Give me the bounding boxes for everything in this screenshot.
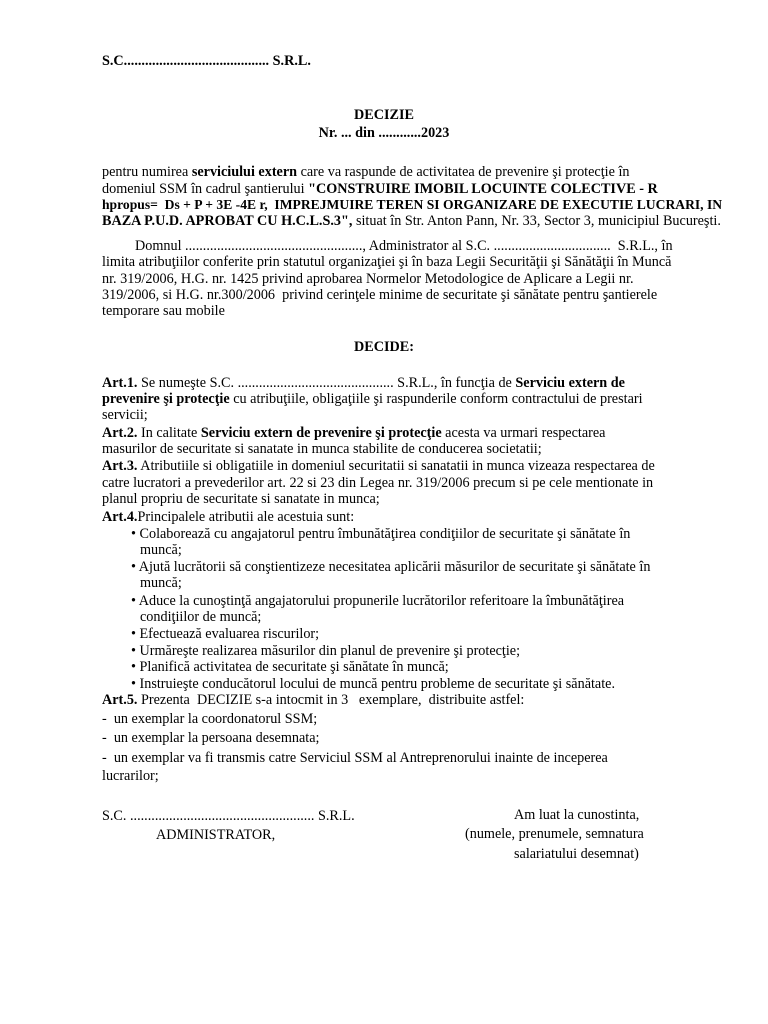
art5-item: - un exemplar la coordonatorul SSM; <box>102 711 318 727</box>
para2-line-3: nr. 319/2006, H.G. nr. 1425 privind aprobarea Normelor Metodologice de Aplicare a Legii nr. <box>102 271 634 287</box>
art4-bullet-line: • Colaborează cu angajatorul pentru îmbunătăţirea condiţiilor de securitate şi sănătate în <box>131 526 631 542</box>
art5-item: - un exemplar la persoana desemnata; <box>102 730 320 746</box>
art-bold: prevenire şi protecţie <box>102 391 230 407</box>
intro-text: situat în Str. Anton Pann, Nr. 33, Sector 3, municipiul Bucureşti. <box>352 213 721 229</box>
art-text: cu atribuţiile, obligaţiile şi raspunderile conform contractului de prestari <box>229 391 643 407</box>
art-text: Prezenta DECIZIE s-a intocmit in 3 exemplare, distribuite astfel: <box>137 692 525 708</box>
signature-administrator: ADMINISTRATOR, <box>156 827 276 843</box>
art-bold: Serviciu extern de <box>515 375 625 391</box>
art4-bullet-line: • Efectuează evaluarea riscurilor; <box>131 626 320 642</box>
para2-line-2: limita atribuţiilor conferite prin statutul organizaţiei şi în baza Legii Securităţii şi Sănătăţii în Muncă <box>102 254 672 270</box>
art-label: Art.3. <box>102 458 138 474</box>
intro-line-1 <box>102 164 629 180</box>
art3-line-1 <box>102 458 655 474</box>
art-bold: Serviciu extern de prevenire şi protecţie <box>200 425 442 441</box>
art-text: Principalele atributii ale acestuia sunt: <box>137 509 355 525</box>
ack-line-3: salariatului desemnat) <box>514 846 639 862</box>
art1-line-2 <box>102 391 643 407</box>
art-text: Se numeşte S.C. ............................................ S.R.L., în funcţia de <box>137 375 516 391</box>
art-text: Atributiile si obligatiile in domeniul securitatii si sanatatii in munca vizeaza respectarea de <box>137 458 655 474</box>
art1-line-3: servicii; <box>102 407 148 423</box>
intro-line-3: hpropus= Ds + P + 3E -4E r, IMPREJMUIRE TEREN SI ORGANIZARE DE EXECUTIE LUCRARI, IN <box>102 197 723 212</box>
art4-bullet-line: muncă; <box>140 542 182 558</box>
art5-line-1 <box>102 692 524 708</box>
intro-line-2 <box>102 181 658 197</box>
art1-line-1 <box>102 375 625 391</box>
art4-bullet-line: condiţiilor de muncă; <box>140 609 262 625</box>
intro-line-4 <box>102 213 721 229</box>
ack-line-1: Am luat la cunostinta, <box>514 807 640 823</box>
art4-bullet-line: • Planifică activitatea de securitate şi sănătate în muncă; <box>131 659 449 675</box>
para2-line-1: Domnul .................................................., Administrator al S.C. ................................. S.R.L., în <box>135 238 673 254</box>
art3-line-3: planul propriu de securitate si sanatate in munca; <box>102 491 380 507</box>
document-number: Nr. ... din ............2023 <box>318 125 450 141</box>
decide-heading: DECIDE: <box>354 339 414 355</box>
intro-bold: BAZA P.U.D. APROBAT CU H.C.L.S.3", <box>102 213 353 229</box>
intro-text: domeniul SSM în cadrul şantierului <box>102 181 309 197</box>
art4-line-1 <box>102 509 354 525</box>
art4-bullet-line: • Urmăreşte realizarea măsurilor din planul de prevenire şi protecţie; <box>131 643 521 659</box>
intro-bold: "CONSTRUIRE IMOBIL LOCUINTE COLECTIVE - R <box>308 181 658 197</box>
art-label: Art.5. <box>102 692 138 708</box>
art-label: Art.4. <box>102 509 138 525</box>
intro-text: care va raspunde de activitatea de prevenire şi protecţie în <box>297 164 630 180</box>
art2-line-1 <box>102 425 605 441</box>
art-label: Art.1. <box>102 375 138 391</box>
document-title: DECIZIE <box>354 107 414 123</box>
art4-bullet-line: • Ajută lucrătorii să conştientizeze necesitatea aplicării măsurilor de securitate şi sănătate în <box>131 559 651 575</box>
para2-line-4: 319/2006, si H.G. nr.300/2006 privind cerinţele minime de securitate şi sănătate pentru şantierele <box>102 287 658 303</box>
art5-item: lucrarilor; <box>102 768 159 784</box>
art4-bullet-line: • Instruieşte conducătorul locului de muncă pentru probleme de securitate şi sănătate. <box>131 676 616 692</box>
art3-line-2: catre lucratori a prevederilor art. 22 si 23 din Legea nr. 319/2006 precum si pe cele mentionate in <box>102 475 654 491</box>
art5-item: - un exemplar va fi transmis catre Serviciul SSM al Antreprenorului inainte de inceperea <box>102 750 608 766</box>
intro-bold: serviciului extern <box>191 164 298 180</box>
art2-line-2: masurilor de securitate si sanatate in munca stabilite de conducerea societatii; <box>102 441 542 457</box>
art-label: Art.2. <box>102 425 138 441</box>
para2-line-5: temporare sau mobile <box>102 303 225 319</box>
company-line: S.C......................................... S.R.L. <box>102 53 311 69</box>
art4-bullet-line: muncă; <box>140 575 182 591</box>
art4-bullet-line: • Aduce la cunoştinţă angajatorului propunerile lucrătorilor referitoare la îmbunătăţirea <box>131 593 625 609</box>
art-text: In calitate <box>137 425 201 441</box>
signature-company: S.C. .................................................... S.R.L. <box>102 808 355 824</box>
art-text: acesta va urmari respectarea <box>441 425 606 441</box>
ack-line-2: (numele, prenumele, semnatura <box>465 826 644 842</box>
intro-text: pentru numirea <box>102 164 192 180</box>
